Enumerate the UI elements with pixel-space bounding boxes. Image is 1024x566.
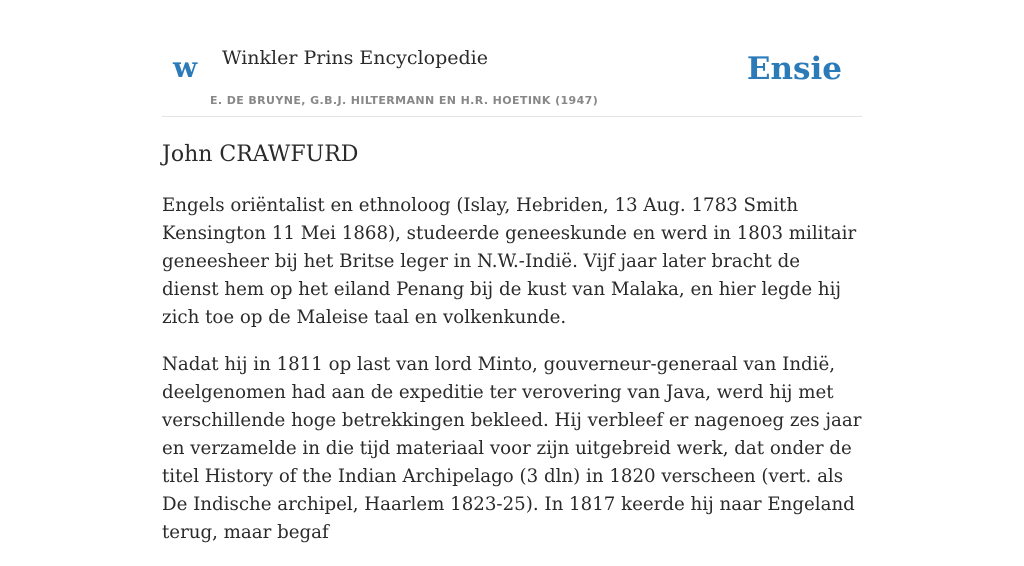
source-logo[interactable]: w [173,51,198,84]
article-title: John CRAWFURD [162,142,359,167]
article-paragraph: Nadat hij in 1811 op last van lord Minto, gouverneur-generaal van Indië, deelgenomen had aan de expeditie ter verovering van Java, werd hij met verschillende hoge betrekkingen bekleed. Hij verbleef er nagenoeg zes jaar en verzamelde in die tijd materiaal voor zijn uitgebreid werk, dat onder de titel History of the Indian Archipelago (3 dln) in 1820 verscheen (vert. als De Indische archipel, Haarlem 1823-25). In 1817 keerde hij naar Engeland terug, maar begaf [162,354,862,543]
ensie-logo-link[interactable]: Ensie [746,51,842,87]
source-authors: E. DE BRUYNE, G.B.J. HILTERMANN EN H.R. HOETINK (1947) [210,94,599,107]
page [162,0,862,543]
article-paragraph: Engels oriëntalist en ethnoloog (Islay, Hebriden, 13 Aug. 1783 Smith Kensington 11 Mei 1868), studeerde geneeskunde en werd in 1803 militair geneesheer bij het Britse leger in N.W.-Indië. Vijf jaar later bracht de dienst hem op het eiland Penang bij de kust van Malaka, en hier legde hij zich toe op de Maleise taal en volkenkunde. [162,195,857,328]
article-body [162,192,862,566]
source-title-link[interactable]: Winkler Prins Encyclopedie [222,47,488,69]
header [162,0,862,117]
